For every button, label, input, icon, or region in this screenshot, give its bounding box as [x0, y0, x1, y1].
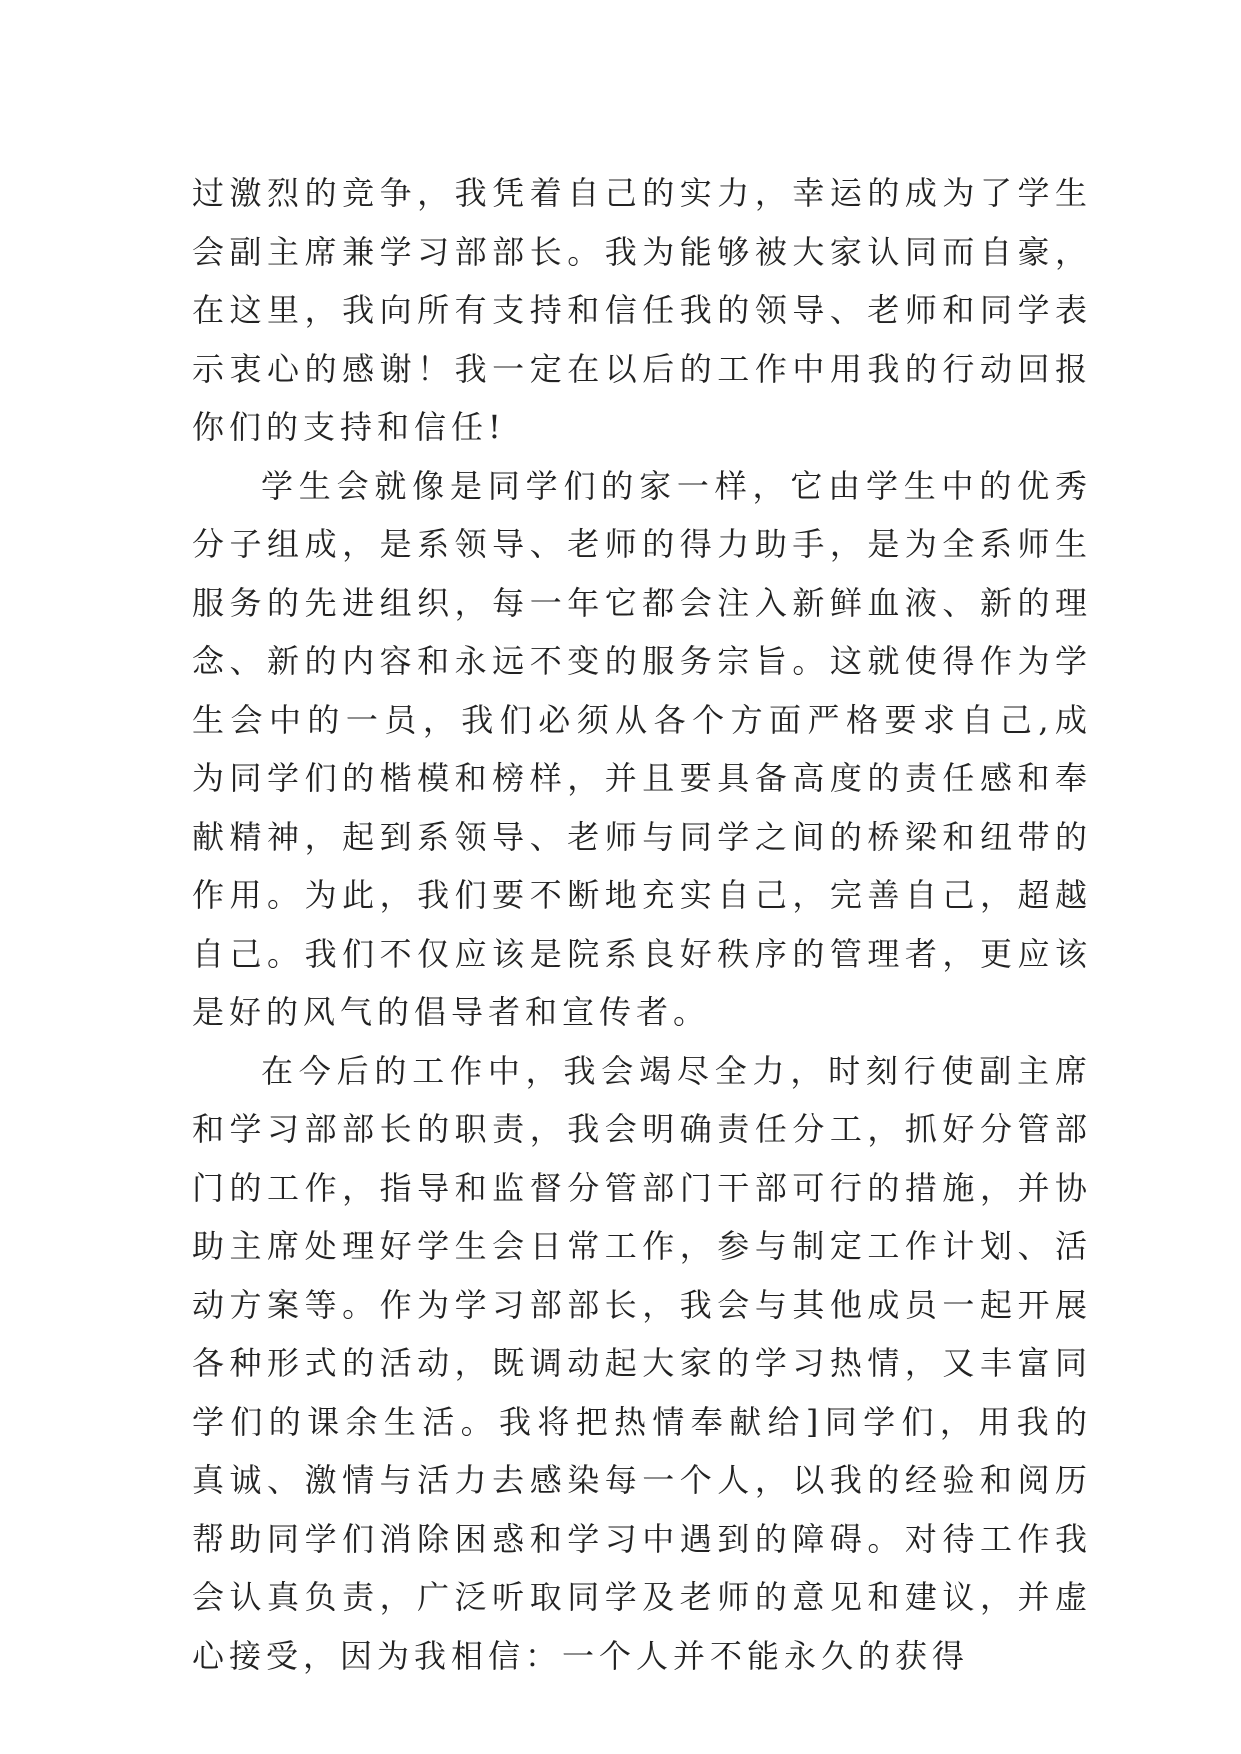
paragraph-1: 过激烈的竞争，我凭着自己的实力，幸运的成为了学生会副主席兼学习部部长。我为能够被大家认同而自豪，在这里，我向所有支持和信任我的领导、老师和同学表示衷心的感谢！我一定在以后的工作中用我的行动回报你们的支持和信任! — [192, 174, 1092, 446]
paragraph-3: 在今后的工作中，我会竭尽全力，时刻行使副主席和学习部部长的职责，我会明确责任分工，抓好分管部门的工作，指导和监督分管部门干部可行的措施，并协助主席处理好学生会日常工作，参与制定工作计划、活动方案等。作为学习部部长，我会与其他成员一起开展各种形式的活动，既调动起大家的学习热情，又丰富同学们的课余生活。我将把热情奉献给]同学们，用我的真诚、激情与活力去感染每一个人，以我的经验和阅历帮助同学们消除困惑和学习中遇到的障碍。对待工作我会认真负责，广泛听取同学及老师的意见和建议，并虚心接受，因为我相信：一个人并不能永久的获得 — [192, 1051, 1092, 1675]
document-body — [192, 164, 1092, 1685]
paragraph-2: 学生会就像是同学们的家一样，它由学生中的优秀分子组成，是系领导、老师的得力助手，是为全系师生服务的先进组织，每一年它都会注入新鲜血液、新的理念、新的内容和永远不变的服务宗旨。这就使得作为学生会中的一员，我们必须从各个方面严格要求自己,成为同学们的楷模和榜样，并且要具备高度的责任感和奉献精神，起到系领导、老师与同学之间的桥梁和纽带的作用。为此，我们要不断地充实自己，完善自己，超越自己。我们不仅应该是院系良好秩序的管理者，更应该是好的风气的倡导者和宣传者。 — [192, 466, 1092, 1031]
